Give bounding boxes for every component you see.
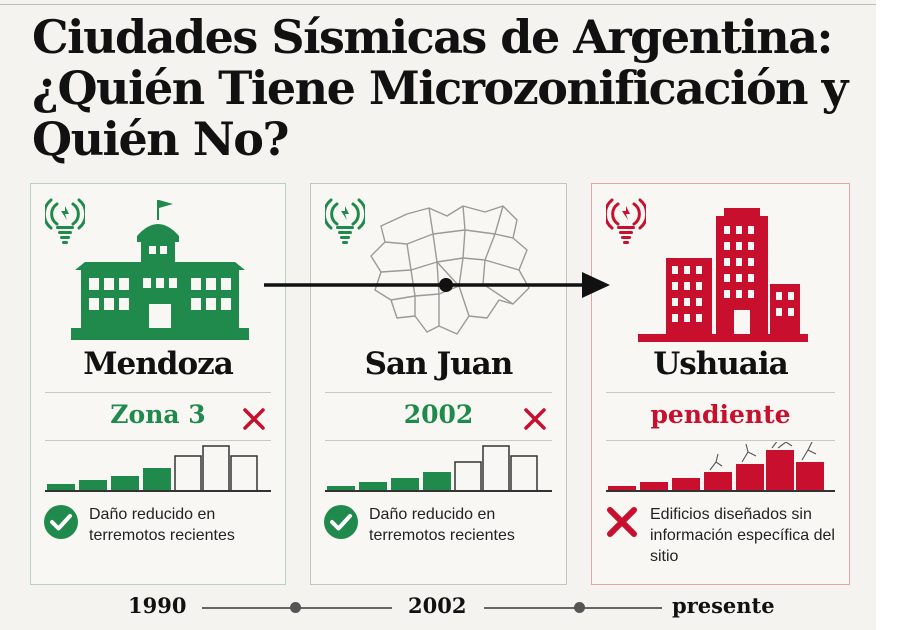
seismic-wave-icon <box>325 198 365 244</box>
timeline-label: presente <box>672 593 775 618</box>
city-name: Ushuaia <box>653 346 788 382</box>
status-value: 2002 <box>403 400 474 429</box>
divider <box>45 440 271 441</box>
note <box>604 502 839 572</box>
card-mendoza <box>30 183 286 585</box>
timeline-label: 2002 <box>408 593 467 618</box>
bar-baseline <box>606 490 835 492</box>
x-icon <box>241 406 267 432</box>
divider <box>606 392 835 393</box>
divider <box>325 440 552 441</box>
note-text: Edificios diseñados sin información específica del sitio <box>650 506 835 565</box>
divider <box>325 392 552 393</box>
damage-bars <box>45 442 271 492</box>
timeline-dot <box>290 602 301 613</box>
progress-arrow <box>262 268 618 302</box>
bar-baseline <box>325 490 552 492</box>
x-icon <box>522 406 548 432</box>
note <box>43 502 278 572</box>
timeline-dot <box>574 602 585 613</box>
timeline <box>0 590 876 624</box>
check-circle-icon <box>43 504 79 540</box>
bar-baseline <box>45 490 271 492</box>
damage-bars <box>325 442 551 492</box>
card-ushuaia <box>591 183 850 585</box>
timeline-label: 1990 <box>128 593 187 618</box>
page-title: Ciudades Sísmicas de Argentina: ¿Quién Tiene Microzonificación y Quién No? <box>32 10 847 166</box>
divider <box>45 392 271 393</box>
note-text: Daño reducido en terremotos recientes <box>369 506 515 544</box>
city-name: San Juan <box>364 346 513 382</box>
check-circle-icon <box>323 504 359 540</box>
damage-bars <box>606 442 832 492</box>
note-text: Daño reducido en terremotos recientes <box>89 506 235 544</box>
top-rule <box>0 0 876 5</box>
divider <box>606 440 835 441</box>
card-san-juan <box>310 183 567 585</box>
x-icon <box>604 504 640 540</box>
high-rise-buildings-icon <box>638 198 808 344</box>
city-name: Mendoza <box>83 346 233 382</box>
government-building-icon <box>71 198 249 344</box>
note <box>323 502 558 572</box>
timeline-line <box>484 607 662 609</box>
status-value: Zona 3 <box>110 400 206 429</box>
status-value: pendiente <box>650 400 791 429</box>
